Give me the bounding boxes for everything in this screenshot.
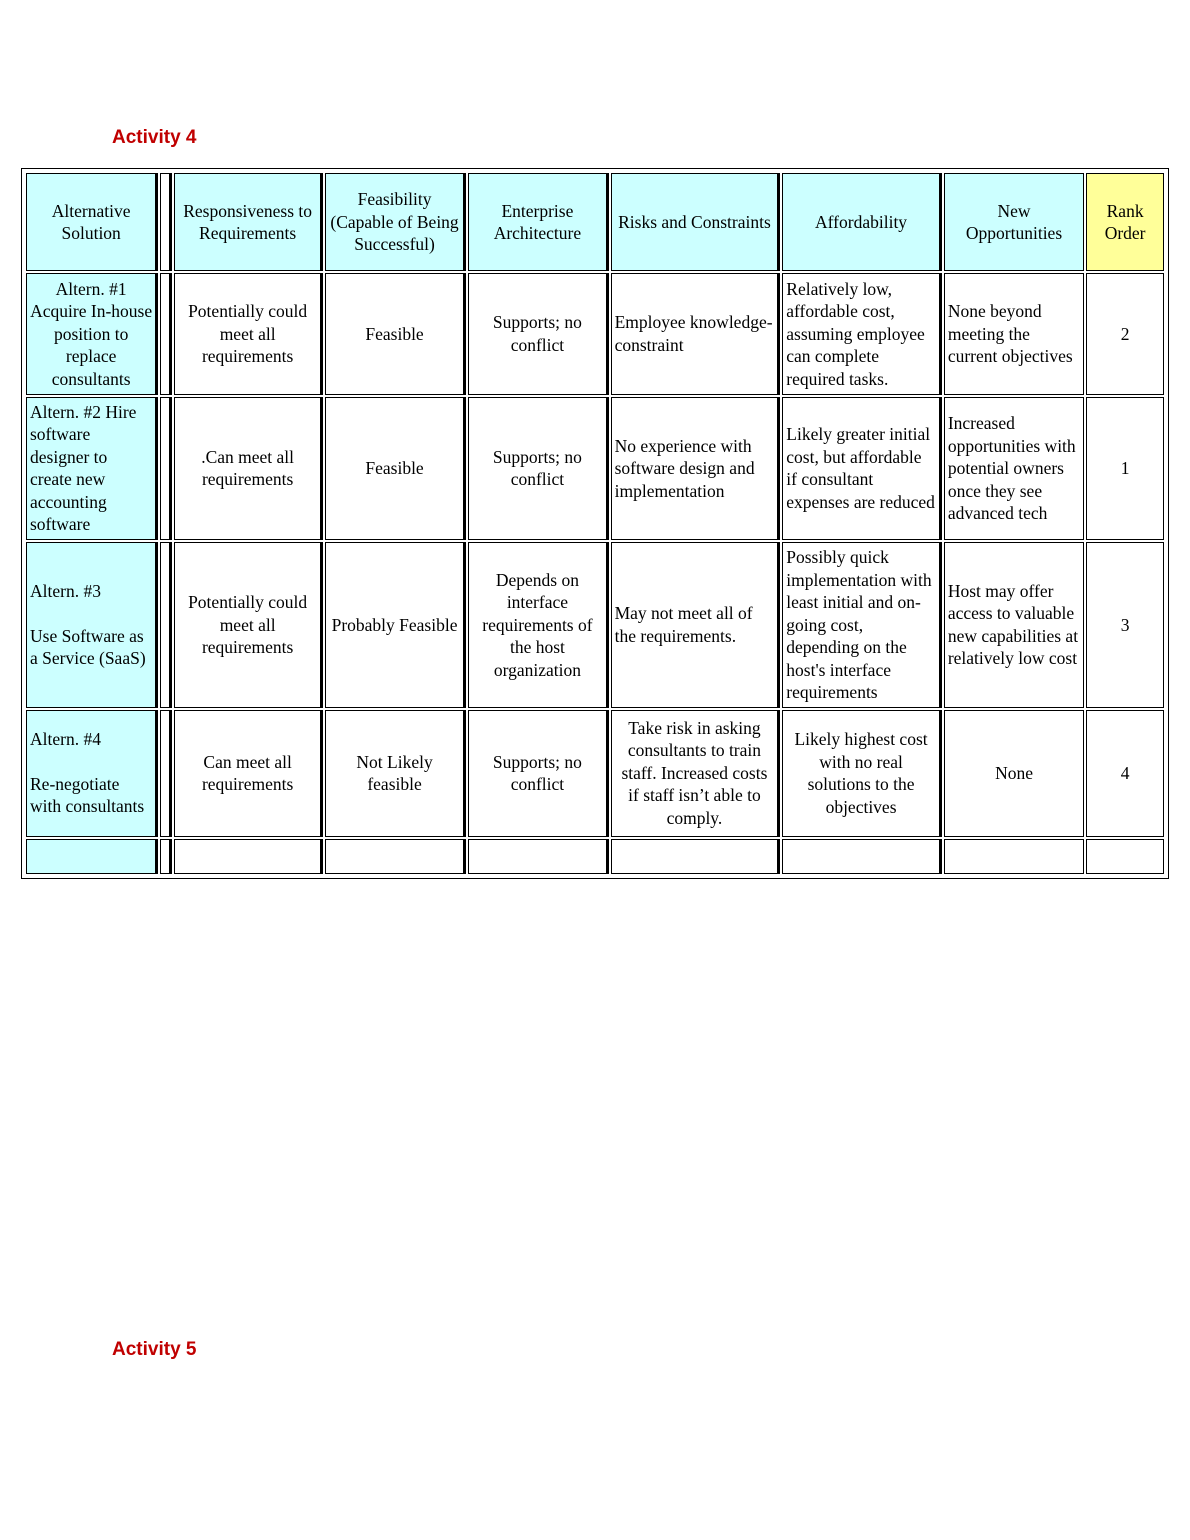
alternative-number: Altern. #4 bbox=[30, 729, 101, 750]
row-affordability: Likely greater initial cost, but affordable if consultant expenses are reduced bbox=[782, 397, 942, 540]
header-opportunities: New Opportunities bbox=[944, 173, 1084, 271]
empty-row bbox=[26, 839, 1164, 874]
spacer-cell bbox=[160, 710, 172, 837]
row-rank: 3 bbox=[1086, 542, 1164, 707]
table-row bbox=[26, 542, 1164, 707]
spacer-cell bbox=[160, 397, 172, 540]
row-opportunities: Host may offer access to valuable new capabilities at relatively low cost bbox=[944, 542, 1084, 707]
row-rank: 1 bbox=[1086, 397, 1164, 540]
row-opportunities: None beyond meeting the current objectives bbox=[944, 273, 1084, 394]
alternative-number: Altern. #3 bbox=[30, 581, 101, 602]
empty-cell bbox=[1086, 839, 1164, 874]
header-risks: Risks and Constraints bbox=[611, 173, 781, 271]
empty-cell bbox=[611, 839, 781, 874]
spacer-cell bbox=[160, 542, 172, 707]
alternative-description: Use Software as a Service (SaaS) bbox=[30, 625, 146, 669]
row-risks: No experience with software design and implementation bbox=[611, 397, 781, 540]
header-affordability: Affordability bbox=[782, 173, 942, 271]
empty-cell bbox=[468, 839, 608, 874]
row-enterprise: Supports; no conflict bbox=[468, 397, 608, 540]
row-alternative bbox=[26, 542, 158, 707]
row-rank: 4 bbox=[1086, 710, 1164, 837]
empty-cell bbox=[174, 839, 322, 874]
header-feasibility: Feasibility (Capable of Being Successful) bbox=[325, 173, 466, 271]
row-rank: 2 bbox=[1086, 273, 1164, 394]
header-alternative: Alternative Solution bbox=[26, 173, 158, 271]
row-feasibility: Feasible bbox=[325, 397, 466, 540]
activity-4-heading: Activity 4 bbox=[112, 127, 197, 148]
row-affordability: Relatively low, affordable cost, assuming employee can complete required tasks. bbox=[782, 273, 942, 394]
row-risks: Employee knowledge-constraint bbox=[611, 273, 781, 394]
header-rank: Rank Order bbox=[1086, 173, 1164, 271]
row-responsiveness: .Can meet all requirements bbox=[174, 397, 322, 540]
header-enterprise: Enterprise Architecture bbox=[468, 173, 608, 271]
row-alternative: Altern. #1 Acquire In-house position to replace consultants bbox=[26, 273, 158, 394]
header-row bbox=[26, 173, 1164, 271]
row-enterprise: Supports; no conflict bbox=[468, 273, 608, 394]
row-feasibility: Not Likely feasible bbox=[325, 710, 466, 837]
row-opportunities: Increased opportunities with potential owners once they see advanced tech bbox=[944, 397, 1084, 540]
row-enterprise: Supports; no conflict bbox=[468, 710, 608, 837]
header-responsiveness: Responsiveness to Requirements bbox=[174, 173, 322, 271]
row-affordability: Possibly quick implementation with least initial and on-going cost, depending on the host's interface requirements bbox=[782, 542, 942, 707]
spacer-cell bbox=[160, 273, 172, 394]
row-alternative bbox=[26, 710, 158, 837]
alternatives-table bbox=[24, 171, 1166, 876]
alternative-description: Re-negotiate with consultants bbox=[30, 773, 145, 817]
spacer-cell bbox=[160, 173, 172, 271]
table-row bbox=[26, 710, 1164, 837]
row-responsiveness: Can meet all requirements bbox=[174, 710, 322, 837]
activity-5-heading: Activity 5 bbox=[112, 1339, 197, 1360]
alternatives-table-frame bbox=[21, 168, 1169, 879]
row-feasibility: Probably Feasible bbox=[325, 542, 466, 707]
empty-cell bbox=[325, 839, 466, 874]
table-row bbox=[26, 273, 1164, 394]
row-risks: Take risk in asking consultants to train staff. Increased costs if staff isn’t able to comply. bbox=[611, 710, 781, 837]
row-responsiveness: Potentially could meet all requirements bbox=[174, 273, 322, 394]
empty-cell bbox=[26, 839, 158, 874]
row-responsiveness: Potentially could meet all requirements bbox=[174, 542, 322, 707]
empty-cell bbox=[782, 839, 942, 874]
row-risks: May not meet all of the requirements. bbox=[611, 542, 781, 707]
empty-cell bbox=[944, 839, 1084, 874]
row-opportunities: None bbox=[944, 710, 1084, 837]
row-alternative: Altern. #2 Hire software designer to create new accounting software bbox=[26, 397, 158, 540]
row-enterprise: Depends on interface requirements of the host organization bbox=[468, 542, 608, 707]
row-feasibility: Feasible bbox=[325, 273, 466, 394]
table-row bbox=[26, 397, 1164, 540]
spacer-cell bbox=[160, 839, 172, 874]
row-affordability: Likely highest cost with no real solutions to the objectives bbox=[782, 710, 942, 837]
